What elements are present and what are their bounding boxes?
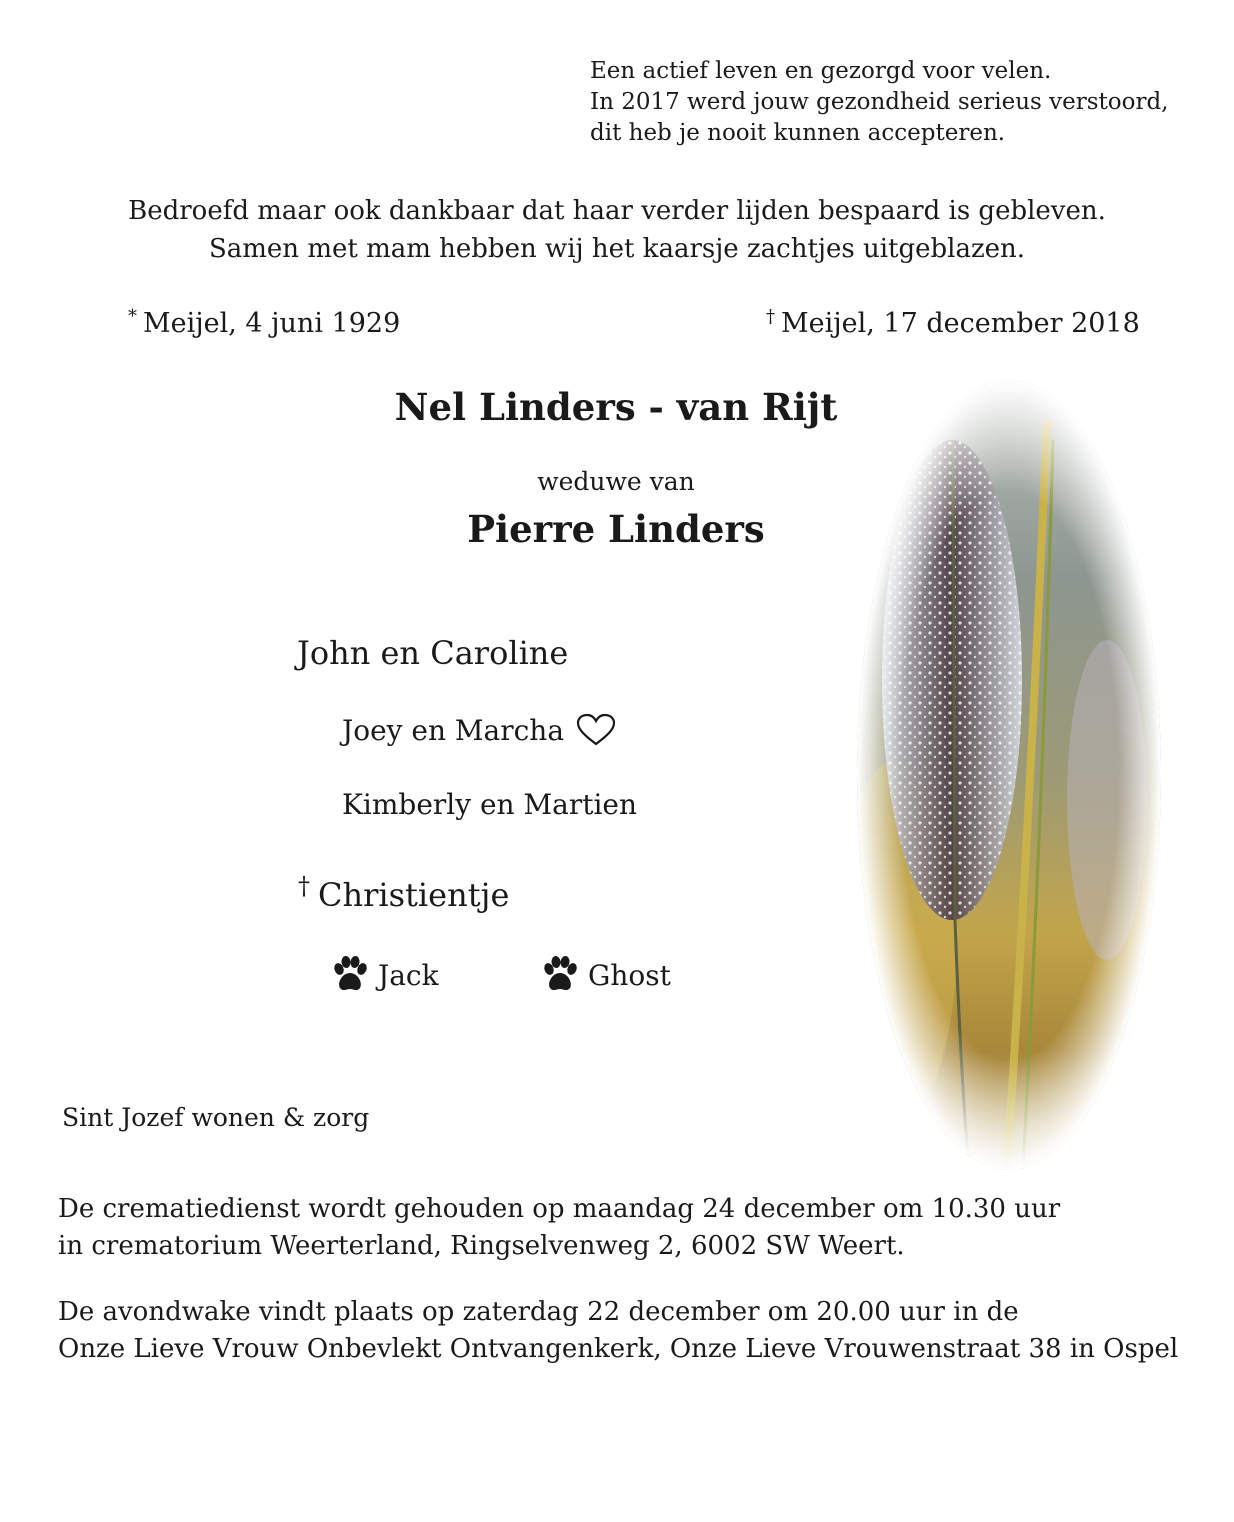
death-text: Meijel, 17 december 2018 [781,308,1140,339]
vigil-info [58,1294,1178,1368]
residence-text: Sint Jozef wonen & zorg [62,1103,370,1132]
grass-photo-image [857,380,1161,1170]
paw-icon [540,955,580,995]
family-child-2 [298,872,509,914]
cremation-line: in crematorium Weerterland, Ringselvenweg 2, 6002 SW Weert. [58,1231,905,1261]
family-grandchild-1 [342,713,616,747]
thanks-line: Samen met mam hebben wij het kaarsje zachtjes uitgeblazen. [208,234,1026,264]
heart-icon [576,713,616,747]
cremation-info [58,1191,1060,1265]
deceased-name: Nel Linders - van Rijt [394,385,838,429]
thanks-line: Bedroefd maar ook dankbaar dat haar verder lijden bespaard is gebleven. [128,196,1106,226]
death-date [766,306,1140,339]
poem-line: Een actief leven en gezorgd voor velen. [590,58,1052,84]
pet-name: Jack [378,958,439,992]
poem [590,56,1169,149]
birth-text: Meijel, 4 juni 1929 [143,308,401,339]
birth-symbol: * [128,306,137,327]
grass-photo [857,380,1161,1170]
birth-date [128,306,400,339]
child-2-text: Christientje [318,876,510,914]
vigil-line: De avondwake vindt plaats op zaterdag 22 december om 20.00 uur in de [58,1297,1019,1327]
cross-symbol: † [298,872,310,900]
relation-text: weduwe van [537,467,695,496]
pet-jack [330,955,439,995]
cremation-line: De crematiedienst wordt gehouden op maandag 24 december om 10.30 uur [58,1194,1061,1224]
poem-line: In 2017 werd jouw gezondheid serieus verstoord, [590,89,1169,115]
vigil-line: Onze Lieve Vrouw Onbevlekt Ontvangenkerk, Onze Lieve Vrouwenstraat 38 in Ospel [58,1334,1179,1364]
grandchild-1-text: Joey en Marcha [342,713,565,747]
paw-icon [330,955,370,995]
family-child-1: John en Caroline [297,634,569,672]
thanks-text [0,192,1234,268]
spouse-name: Pierre Linders [467,507,765,551]
family-grandchild-2: Kimberly en Martien [342,788,638,821]
poem-line: dit heb je nooit kunnen accepteren. [590,120,1006,146]
pet-ghost [540,955,671,995]
pet-name: Ghost [588,958,671,992]
death-symbol: † [766,306,775,327]
